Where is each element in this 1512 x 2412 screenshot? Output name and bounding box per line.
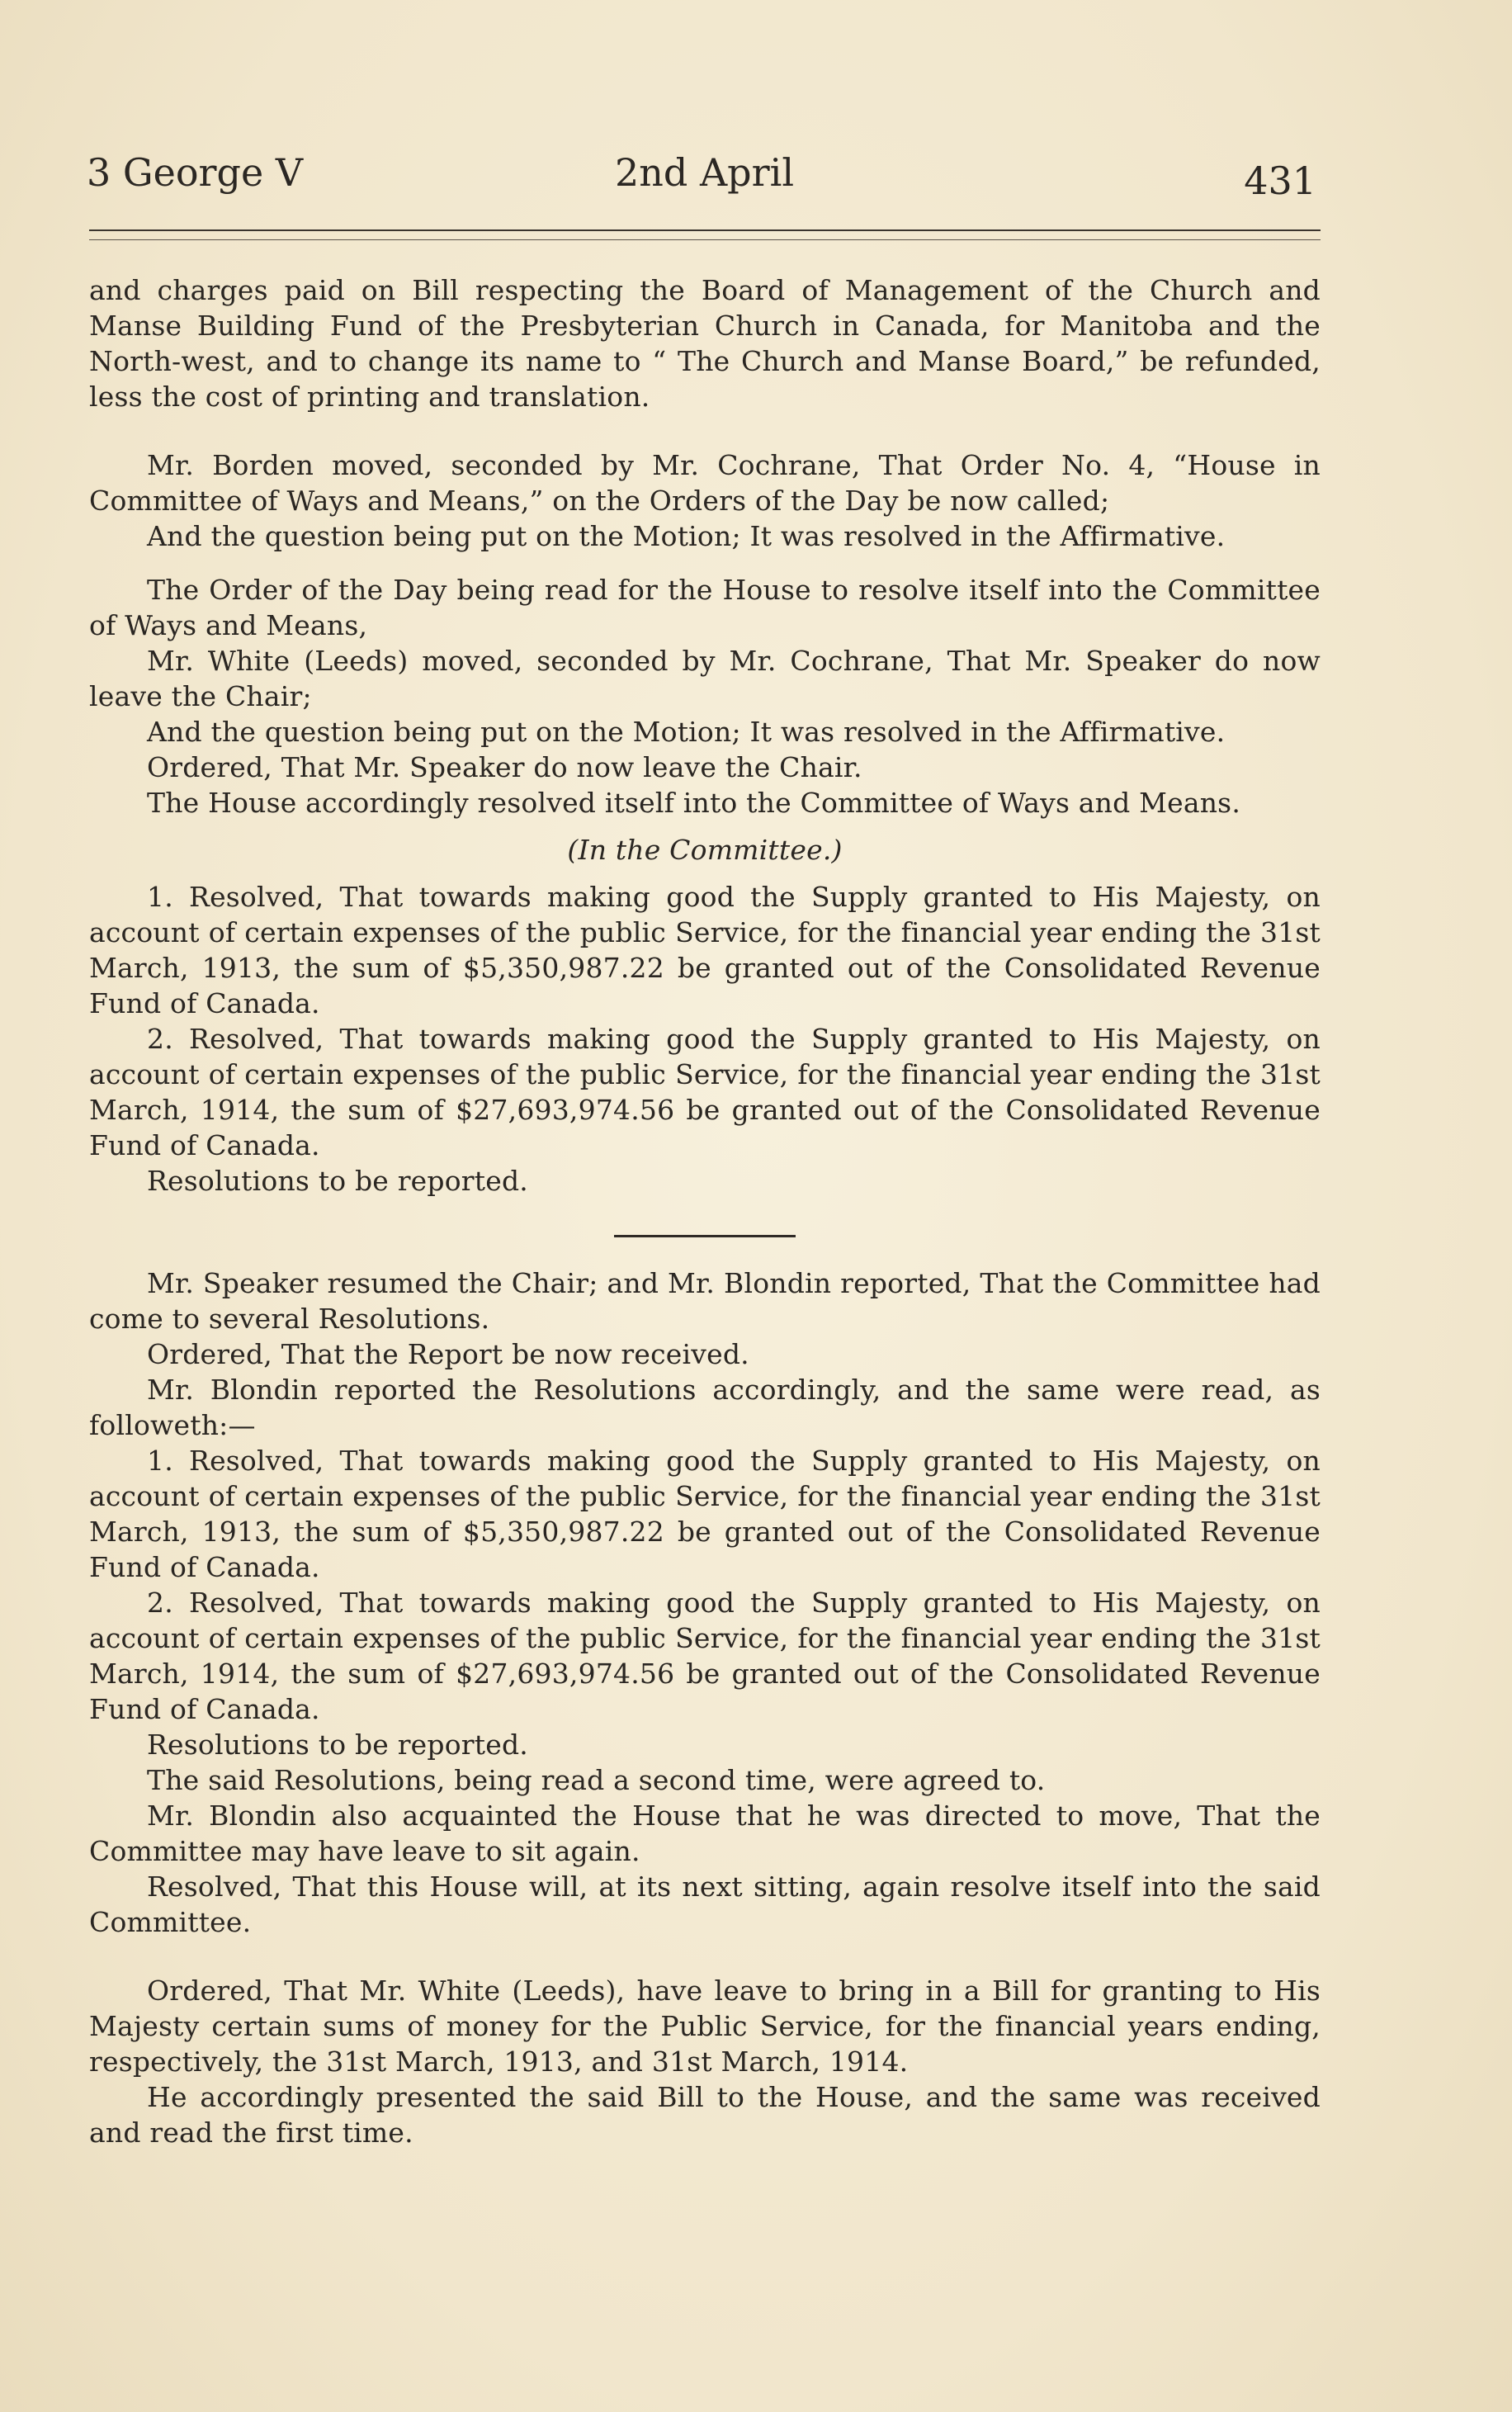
paragraph: Ordered, That Mr. White (Leeds), have leave to bring in a Bill for granting to His Majesty certain sums of money for the Public Service, for the financial years ending, respectively, the 31st March, 1913, and 31st March, 1914. bbox=[89, 1975, 1321, 2078]
paragraph: and charges paid on Bill respecting the Board of Management of the Church and Manse Building Fund of the Presbyterian Church in Canada, for Manitoba and the North-west, and to change its name to “ The Church and Manse Board,” be refunded, less the cost of printing and translation. bbox=[89, 274, 1321, 413]
paragraph: He accordingly presented the said Bill to the House, and the same was received and read the first time. bbox=[89, 2081, 1321, 2149]
paragraph: The House accordingly resolved itself into the Committee of Ways and Means. bbox=[147, 787, 1241, 819]
section-heading: (In the Committee.) bbox=[567, 834, 843, 866]
paragraph: The said Resolutions, being read a second time, were agreed to. bbox=[147, 1764, 1046, 1796]
paragraph: Mr. Blondin also acquainted the House that he was directed to move, That the Committee may have leave to sit again. bbox=[89, 1800, 1321, 1867]
resolution-paragraph: 1. Resolved, That towards making good the Supply granted to His Majesty, on account of certain expenses of the public Service, for the financial year ending the 31st March, 1913, the sum of $5,350,987.22 be granted out of the Consolidated Revenue Fund of Canada. bbox=[89, 881, 1321, 1019]
paragraph: Resolutions to be reported. bbox=[147, 1729, 528, 1761]
paragraph: Mr. White (Leeds) moved, seconded by Mr. Cochrane, That Mr. Speaker do now leave the Chair; bbox=[89, 645, 1321, 712]
header-date: 2nd April bbox=[615, 150, 795, 195]
paragraph: Mr. Borden moved, seconded by Mr. Cochrane, That Order No. 4, “House in Committee of Ways and Means,” on the Orders of the Day be now called; bbox=[89, 449, 1321, 517]
paragraph: Ordered, That the Report be now received. bbox=[147, 1338, 749, 1370]
paragraph: Resolved, That this House will, at its next sitting, again resolve itself into the said Committee. bbox=[89, 1870, 1321, 1938]
paragraph: Mr. Speaker resumed the Chair; and Mr. Blondin reported, That the Committee had come to several Resolutions. bbox=[89, 1267, 1321, 1335]
resolution-paragraph: 2. Resolved, That towards making good the Supply granted to His Majesty, on account of certain expenses of the public Service, for the financial year ending the 31st March, 1914, the sum of $27,693,974.56 be granted out of the Consolidated Revenue Fund of Canada. bbox=[89, 1587, 1321, 1725]
paragraph: The Order of the Day being read for the House to resolve itself into the Committee of Ways and Means, bbox=[89, 574, 1321, 641]
resolution-paragraph: 2. Resolved, That towards making good the Supply granted to His Majesty, on account of certain expenses of the public Service, for the financial year ending the 31st March, 1914, the sum of $27,693,974.56 be granted out of the Consolidated Revenue Fund of Canada. bbox=[89, 1023, 1321, 1161]
header-rule-thick bbox=[89, 229, 1321, 231]
page-header bbox=[87, 140, 1316, 206]
paragraph: Resolutions to be reported. bbox=[147, 1165, 528, 1197]
paragraph: Mr. Blondin reported the Resolutions accordingly, and the same were read, as followeth:— bbox=[89, 1374, 1321, 1441]
header-regnal-year: 3 George V bbox=[87, 150, 304, 195]
section-separator bbox=[614, 1235, 796, 1237]
resolution-paragraph: 1. Resolved, That towards making good the Supply granted to His Majesty, on account of certain expenses of the public Service, for the financial year ending the 31st March, 1913, the sum of $5,350,987.22 be granted out of the Consolidated Revenue Fund of Canada. bbox=[89, 1445, 1321, 1583]
paragraph: Ordered, That Mr. Speaker do now leave the Chair. bbox=[147, 751, 862, 783]
document-body bbox=[89, 272, 1321, 2150]
paragraph: And the question being put on the Motion; It was resolved in the Affirmative. bbox=[147, 520, 1226, 552]
page-number: 431 bbox=[1244, 158, 1316, 203]
paragraph: And the question being put on the Motion; It was resolved in the Affirmative. bbox=[147, 716, 1226, 748]
header-rule-thin bbox=[89, 239, 1321, 240]
